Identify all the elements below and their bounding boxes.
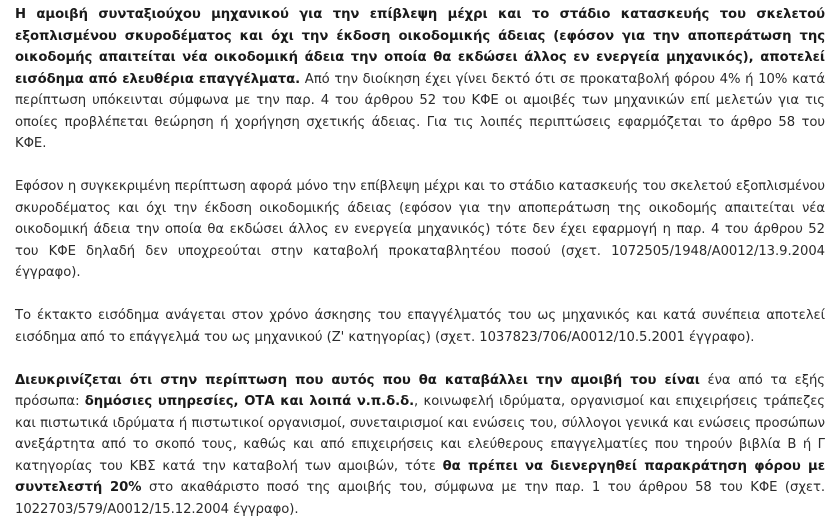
paragraph-3-body: Το έκτακτο εισόδημα ανάγεται στον χρόνο άσκησης του επαγγέλματός του ως μηχανικός και κατά συνέπεια αποτελεί εισόδημα από το επάγγελμά του ως μηχανικού (Ζ' κατηγορίας) (σχετ. 1037823/706/Α0012/10.5.2001 έγγραφο). (15, 308, 825, 345)
paragraph-3 (15, 305, 825, 348)
paragraph-4-body-b: , κοινωφελή ιδρύματα, οργανισμοί και επιχειρήσεις τράπεζες και πιστωτικά ιδρύματα ή πιστωτικοί οργανισμοί, συνεταιρισμοί και ενώσεις του, σύλλογοι γενικά και ενώσεις προσώπων ανεξάρτητα από το σκοπό τους, καθώς και από επιχειρήσεις και ελεύθερους επαγγελματίες που τηρούν βιβλία Β ή Γ κατηγορίας του ΚΒΣ κατά την καταβολή των αμοιβών, τότε (15, 394, 825, 474)
paragraph-4-body-c: στο ακαθάριστο ποσό της αμοιβής του, σύμφωνα με την παρ. 1 του άρθρου 58 του ΚΦΕ (σχετ. 1022703/579/Α0012/15.12.2004 έγγραφο). (15, 480, 825, 517)
paragraph-4-bold-entities: δημόσιες υπηρεσίες, ΟΤΑ και λοιπά ν.π.δ.δ. (85, 394, 414, 409)
document-body (15, 4, 825, 520)
paragraph-1 (15, 4, 825, 155)
paragraph-1-bold-lead: Η αμοιβή συνταξιούχου μηχανικού για την επίβλεψη μέχρι και το στάδιο κατασκευής του σκελετού εξοπλισμένου σκυροδέματος και όχι την έκδοση οικοδομικής άδειας (εφόσον για την αποπεράτωση της οικοδομής απαιτείται νέα οικοδομική άδεια την οποία θα εκδώσει άλλος εν ενεργεία μηχανικός), αποτελεί εισόδημα από ελευθέρια επαγγέλματα. (15, 7, 825, 87)
paragraph-4-bold-lead: Διευκρινίζεται ότι στην περίπτωση που αυτός που θα καταβάλλει την αμοιβή του είναι (15, 373, 700, 388)
paragraph-2-body: Εφόσον η συγκεκριμένη περίπτωση αφορά μόνο την επίβλεψη μέχρι και το στάδιο κατασκευής του σκελετού εξοπλισμένου σκυροδέματος και όχι την έκδοση οικοδομικής άδειας (εφόσον για την αποπεράτωση της οικοδομής απαιτείται νέα οικοδομική άδεια την οποία θα εκδώσει άλλος εν ενεργεία μηχανικός) τότε δεν έχει εφαρμογή η παρ. 4 του άρθρου 52 του ΚΦΕ δηλαδή δεν υποχρεούται στην καταβολή προκαταβλητέου ποσού (σχετ. 1072505/1948/Α0012/13.9.2004 έγγραφο). (15, 179, 825, 280)
paragraph-2 (15, 176, 825, 284)
paragraph-4-body-a: ένα από τα εξής πρόσωπα: (15, 373, 825, 410)
paragraph-4 (15, 370, 825, 520)
paragraph-4-bold-withholding: θα πρέπει να διενεργηθεί παρακράτηση φόρου με συντελεστή 20% (15, 459, 825, 496)
paragraph-1-body: Από την διοίκηση έχει γίνει δεκτό ότι σε προκαταβολή φόρου 4% ή 10% κατά περίπτωση υπόκεινται σύμφωνα με την παρ. 4 του άρθρου 52 του ΚΦΕ οι αμοιβές των μηχανικών επί μελετών για τις οποίες προβλέπεται θεώρηση ή χορήγηση σχετικής άδειας. Για τις λοιπές περιπτώσεις εφαρμόζεται το άρθρο 58 του ΚΦΕ. (15, 72, 825, 152)
